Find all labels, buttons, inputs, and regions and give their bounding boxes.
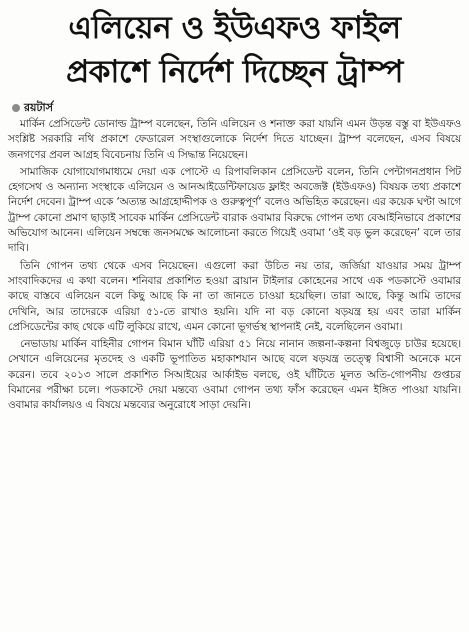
paragraph: তিনি গোপন তথ্য থেকে এসব নিয়েছেন। এগুলো করা উচিত নয় তার, জর্জিয়া যাওয়ার সময় ট্রাম্প সাংবাদিকদের এ কথা বলেন। শনিবার প্রকাশিত হওয়া ব্রায়ান টাইলার কোহেনের সাথে এক পডকাস্টে ওবামার কাছে বাস্তবে এলিয়েন বলে কিছু আছে কি না তা জানতে চাওয়া হয়েছিল। তারা আছে, কিন্তু আমি তাদের দেখিনি, আর তাদেরকে এরিয়া ৫১-তে রাখাও হয়নি। যদি না বড় কোনো ষড়যন্ত্র হয় এবং তারা মার্কিন প্রেসিডেন্টের কাছ থেকে এটি লুকিয়ে রাখে, এমন কোনো ভূগর্ভস্থ স্থাপনাই নেই, বলেছিলেন ওবামা।: [8, 259, 461, 333]
headline-line-2: প্রকাশে নির্দেশ দিচ্ছেন ট্রাম্প: [66, 54, 403, 90]
article-headline: [8, 6, 461, 94]
paragraph: নেভাডায় মার্কিন বাহিনীর গোপন বিমান ঘাঁটি এরিয়া ৫১ নিয়ে নানান জল্পনা-কল্পনা বিশ্বজুড়ে চাউর হয়েছে। সেখানে এলিয়েনের মৃতদেহ ও একটি ভূপাতিত মহাকাশযান আছে বলে ষড়যন্ত্র তত্ত্বে বিশ্বাসী অনেকে মনে করেন। তবে ২০১৩ সালে প্রকাশিত সিআইয়ের আর্কাইভ বলছে, ওই ঘাঁটিতে মূলত অতি-গোপনীয় গুপ্তচর বিমানের পরীক্ষা চলে। পডকাস্টে দেয়া মন্তব্যে ওবামা গোপন তথ্য ফাঁস করেছেন এমন ইঙ্গিত পাওয়া যায়নি। ওবামার কার্যালয়ও এ বিষয়ে মন্তব্যের অনুরোধে সাড়া দেয়নি।: [8, 338, 461, 412]
article-body: [8, 117, 461, 414]
byline: [12, 100, 461, 116]
paragraph: সামাজিক যোগাযোগমাধ্যমে দেয়া এক পোস্টে এ রিপাবলিকান প্রেসিডেন্ট বলেন, তিনি পেন্টাগনপ্রধান পিট হেগসেথ ও অন্যান্য সংস্থাকে এলিয়েন ও আনআইডেন্টিফায়েড ফ্লাইং অবজেক্ট (ইউএফও) বিষয়ক তথ্য প্রকাশে নির্দেশ দেবেন। ট্রাম্প একে ‘অত্যন্ত আগ্রহোদ্দীপক ও গুরুত্বপূর্ণ’ বলেও অভিহিত করেছেন। এর কয়েক ঘণ্টা আগে ট্রাম্প কোনো প্রমাণ ছাড়াই সাবেক মার্কিন প্রেসিডেন্ট বারাক ওবামার বিরুদ্ধে গোপন তথ্য বেআইনিভাবে প্রকাশের অভিযোগ আনেন। এলিয়েন সম্বন্ধে জনসমক্ষে আলোচনা করতে গিয়েই ওবামা ‘ওই বড় ভুল করেছেন’ বলে তার দাবি।: [8, 165, 461, 255]
news-source: রয়টার্স: [24, 100, 53, 114]
paragraph: মার্কিন প্রেসিডেন্ট ডোনাল্ড ট্রাম্প বলেছেন, তিনি এলিয়েন ও শনাক্ত করা যায়নি এমন উড়ন্ত বস্তু বা ইউএফও সংশ্লিষ্ট সরকারি নথি প্রকাশে ফেডারেল সংস্থাগুলোকে নির্দেশ দিতে যাচ্ছেন। ট্রাম্প বলেছেন, এসব বিষয়ে জনগণের প্রবল আগ্রহ বিবেচনায় তিনি এ সিদ্ধান্ত নিয়েছেন।: [8, 118, 461, 161]
bullet-dot-icon: [12, 104, 20, 112]
headline-line-1: এলিয়েন ও ইউএফও ফাইল: [68, 10, 401, 46]
